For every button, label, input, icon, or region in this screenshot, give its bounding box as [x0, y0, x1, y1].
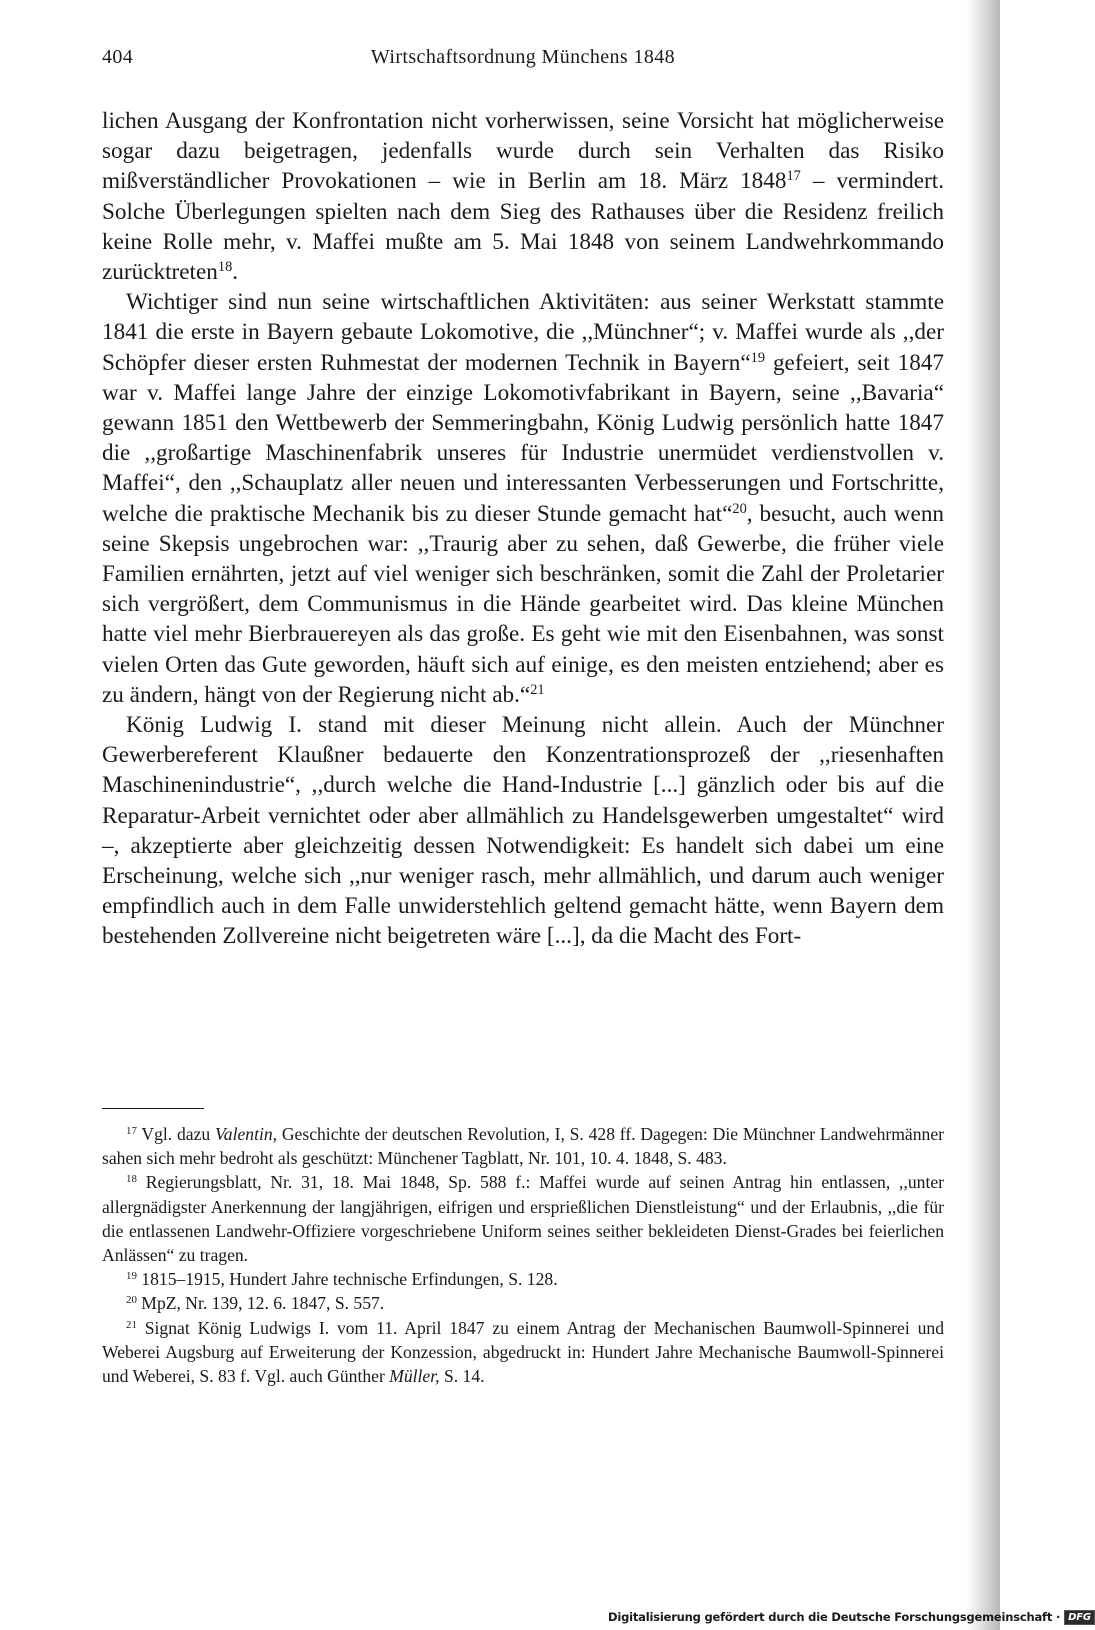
footnote-ref-18: 18: [217, 259, 233, 276]
footnote-21: [102, 1316, 944, 1389]
paragraph-2-part-b: gefeiert, seit 1847 war v. Maffei lange Jahre der einzige Lokomotivfabrikant in Bayern, seine ,,Bavaria“ gewann 1851 den Wettbewerb der Semmeringbahn, König Ludwig persönlich hatte 1847 die ,,großartige Maschinenfabrik unseres für Industrie unermüdet verdienstvollen v. Maffei“, den ,,Schauplatz aller neuen und interessanten Verbesserungen und Fortschritte, welche die praktische Mechanik bis zu dieser Stunde gemacht hat“: [102, 349, 945, 527]
footnote-number: 18: [126, 1173, 137, 1186]
paragraph-1-part-a: lichen Ausgang der Konfrontation nicht vorherwissen, seine Vorsicht hat möglicherweise sogar dazu beigetragen, jedenfalls wurde durch sein Verhalten das Risiko mißverständlicher Provokationen – wie in Berlin am 18. März 1848: [102, 108, 944, 195]
running-head: Wirtschaftsordnung Münchens 1848: [370, 46, 676, 68]
footnote-18: [102, 1170, 944, 1267]
footnote-20: [102, 1291, 944, 1315]
footnote-separator: [102, 1108, 204, 1109]
digitization-footer: [608, 1608, 1095, 1626]
paragraph-2: [102, 287, 944, 710]
dfg-logo: DFG: [1064, 1610, 1095, 1625]
footnote-17: [102, 1122, 944, 1170]
paragraph-1-part-b: – vermindert. Solche Überlegungen spielten nach dem Sieg des Rathauses über die Residenz freilich keine Rolle mehr, v. Maffei mußte am 5. Mai 1848 von seinem Landwehrkommando zurücktreten: [102, 168, 944, 286]
footnote-number: 17: [126, 1125, 137, 1137]
footnote-17-author: Valentin,: [214, 1124, 278, 1144]
paragraph-2-part-a: Wichtiger sind nun seine wirtschaftlichen Aktivitäten: aus seiner Werkstatt stammte 1841 die erste in Bayern gebaute Lokomotive, die ,,Münchner“; v. Maffei wurde als ,,der Schöpfer dieser ersten Ruhmestat der modernen Technik in Bayern“: [102, 289, 944, 376]
footnote-ref-21: 21: [530, 681, 545, 698]
page-header: [102, 46, 944, 76]
footnote-21-author: Müller,: [389, 1366, 440, 1387]
footnote-ref-20: 20: [732, 500, 747, 517]
paragraph-1: [102, 106, 944, 287]
paragraph-2-part-c: , besucht, auch wenn seine Skepsis ungebrochen war: ,,Traurig aber zu sehen, daß Gewerbe, die früher viele Familien ernährten, jetzt auf viel weniger sich beschränken, somit die Zahl der Proletarier sich vergrößert, dem Communismus in die Hände gearbeitet wird. Das kleine München hatte viel mehr Bierbrauereyen als das große. Es geht wie mit den Eisenbahnen, was sonst vielen Orten das Gute geworden, häuft sich auf einige, es den meisten entziehend; aber es zu ändern, hängt von der Regierung nicht ab.“: [102, 500, 945, 708]
footnote-number: 21: [126, 1318, 137, 1331]
footnote-17-text-b: Geschichte der deutschen Revolution, I, S. 428 ff. Dagegen: Die Münchner Landwehrmänner sahen sich mehr bedroht als geschützt: Münchener Tagblatt, Nr. 101, 10. 4. 1848, S. 483.: [102, 1124, 944, 1169]
footnote-ref-19: 19: [750, 349, 766, 366]
footnote-19-text: 1815–1915, Hundert Jahre technische Erfindungen, S. 128.: [136, 1269, 558, 1290]
footnote-21-text-a: Signat König Ludwigs I. vom 11. April 1847 zu einem Antrag der Mechanischen Baumwoll-Spinnerei und Weberei Augsburg auf Erweiterung der Konzession, abgedruckt in: Hundert Jahre Mechanische Baumwoll-Spinnerei und Weberei, S. 83 f. Vgl. auch Günther: [102, 1317, 944, 1387]
page-number: 404: [102, 46, 134, 68]
paragraph-3: König Ludwig I. stand mit dieser Meinung nicht allein. Auch der Münchner Gewerbereferent Klaußner bedauerte den Konzentrationsprozeß der ,,riesenhaften Maschinenindustrie“, ,,durch welche die Hand-Industrie [...] gänzlich oder bis auf die Reparatur-Arbeit vernichtet oder aber allmählich zu Handelsgewerben umgestaltet“ wird –, akzeptierte aber gleichzeitig dessen Notwendigkeit: Es handelt sich dabei um eine Erscheinung, welche sich ,,nur weniger rasch, mehr allmählich, und darum auch weniger empfindlich auch in dem Falle unwiderstehlich geltend gemacht hätte, wenn Bayern dem bestehenden Zollvereine nicht beigetreten wäre [...], da die Macht des Fort-: [102, 712, 944, 950]
footnote-number: 19: [126, 1270, 137, 1283]
digitization-note: Digitalisierung gefördert durch die Deutsche Forschungsgemeinschaft ·: [608, 1610, 1061, 1624]
main-text: [102, 106, 944, 952]
footnote-19: [102, 1267, 944, 1291]
paragraph-1-part-c: .: [232, 259, 239, 286]
footnote-number: 20: [126, 1294, 137, 1307]
footnotes: [102, 1122, 944, 1388]
footnote-18-text: Regierungsblatt, Nr. 31, 18. Mai 1848, Sp. 588 f.: Maffei wurde auf seinen Antrag hin entlassen, ,,unter allergnädigster Anerkennung der langjährigen, eifrigen und ersprießlichen Dienstleistung“ und der Erlaubnis, ,,die für die entlassenen Landwehr-Offiziere vorgeschriebene Uniform seines seither bekleideten Dienst-Grades bei feierlichen Anlässen“ zu tragen.: [102, 1172, 944, 1266]
footnote-17-text-a: Vgl. dazu: [136, 1124, 215, 1144]
footnote-21-text-b: S. 14.: [439, 1366, 485, 1387]
footnote-20-text: MpZ, Nr. 139, 12. 6. 1847, S. 557.: [136, 1293, 385, 1314]
footnote-ref-17: 17: [786, 168, 801, 185]
page-edge-shadow: [966, 0, 1000, 1630]
